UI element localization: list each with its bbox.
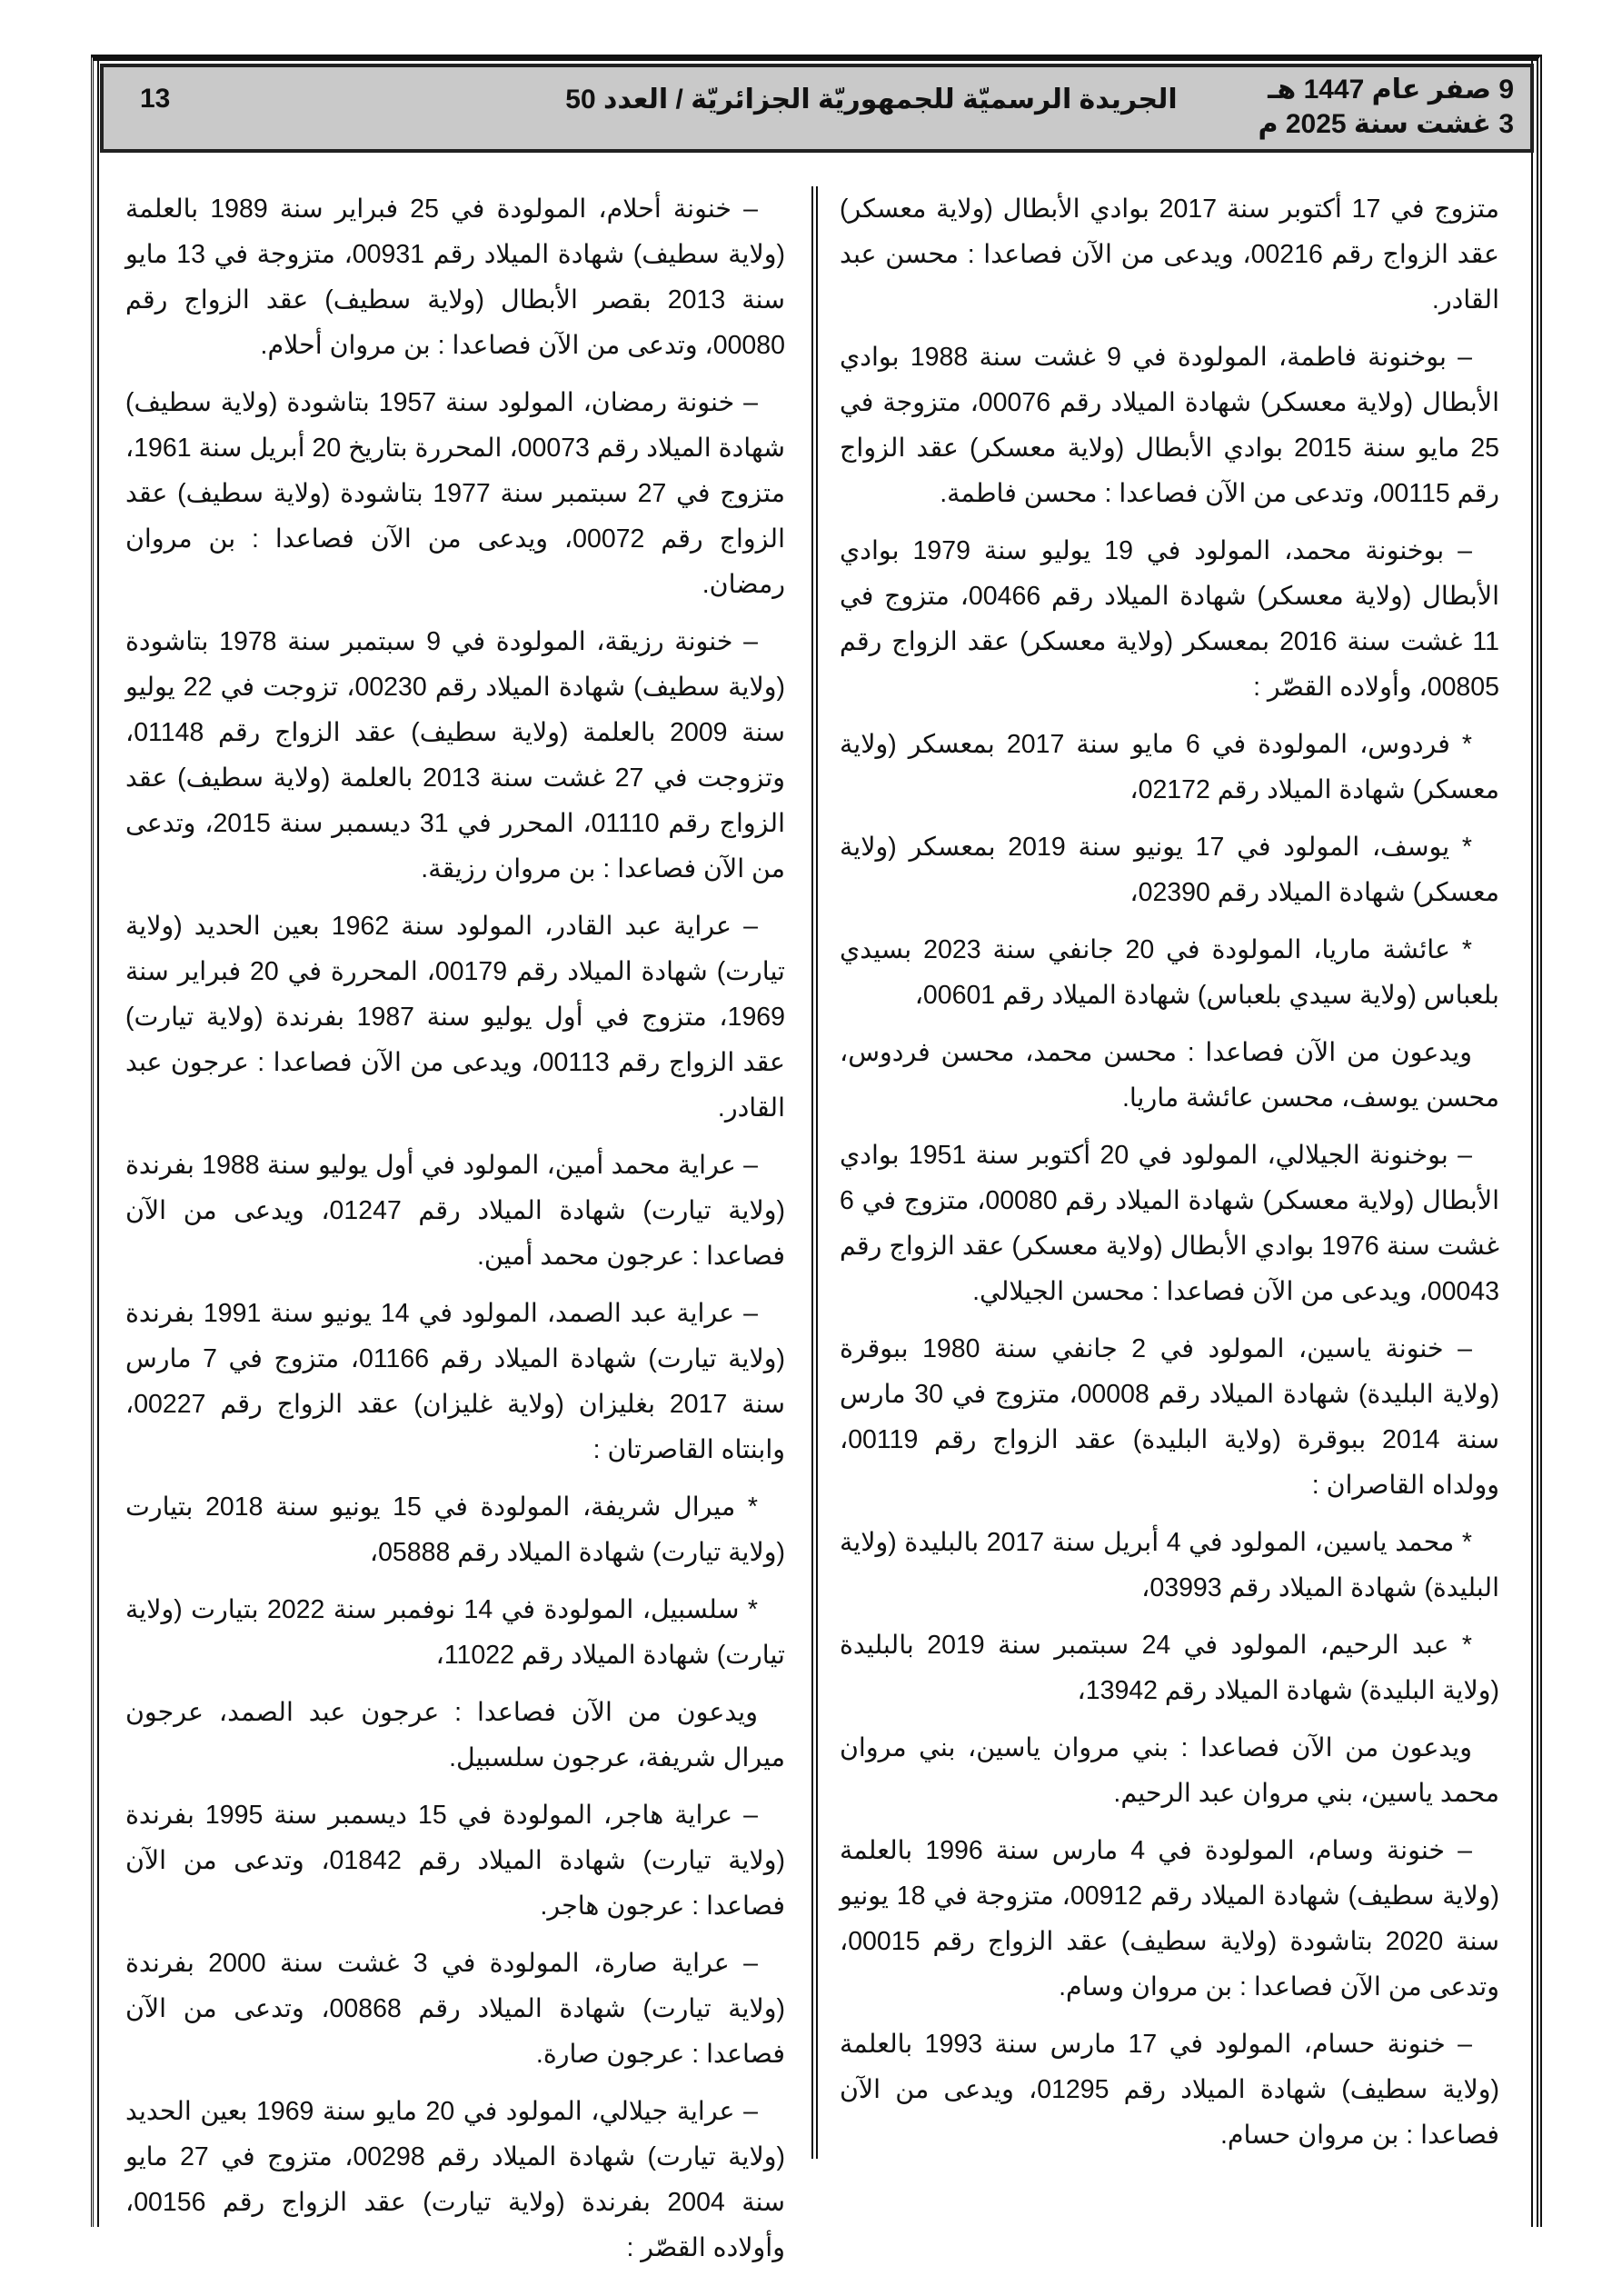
page-header — [100, 64, 1534, 153]
column-divider — [811, 186, 818, 2159]
paragraph: – عراية جيلالي، المولود في 20 مايو سنة 1969 بعين الحديد (ولاية تيارت) شهادة الميلاد رقم 00298، متزوج في 27 مايو سنة 2004 بفرندة (ولاية تيارت) عقد الزواج رقم 00156، وأولاده القصّر : — [125, 2097, 785, 2262]
paragraph: * عائشة ماريا، المولودة في 20 جانفي سنة 2023 بسيدي بلعباس (ولاية سيدي بلعباس) شهادة الميلاد رقم 00601، — [840, 935, 1499, 1010]
gregorian-date: 3 غشت سنة 2025 م — [1258, 109, 1514, 139]
paragraph: – خنونة أحلام، المولودة في 25 فبراير سنة 1989 بالعلمة (ولاية سطيف) شهادة الميلاد رقم 00931، متزوجة في 13 مايو سنة 2013 بقصر الأبطال (ولاية سطيف) عقد الزواج رقم 00080، وتدعى من الآن فصاعدا : بن مروان أحلام. — [125, 195, 785, 360]
paragraph: * عبد الرحيم، المولود في 24 سبتمبر سنة 2019 بالبليدة (ولاية البليدة) شهادة الميلاد رقم 13942، — [840, 1631, 1499, 1705]
paragraph: متزوج في 17 أكتوبر سنة 2017 بوادي الأبطال (ولاية معسكر) عقد الزواج رقم 00216، ويدعى من الآن فصاعدا : محسن عبد القادر. — [840, 195, 1500, 314]
paragraph: * فردوس، المولودة في 6 مايو سنة 2017 بمعسكر (ولاية معسكر) شهادة الميلاد رقم 02172، — [840, 730, 1499, 804]
right-column — [840, 186, 1499, 2170]
page-number: 13 — [140, 84, 171, 114]
paragraph: * محمد ياسين، المولود في 4 أبريل سنة 2017 بالبليدة (ولاية البليدة) شهادة الميلاد رقم 03993، — [840, 1528, 1499, 1602]
paragraph: – بوخنونة محمد، المولود في 19 يوليو سنة 1979 بوادي الأبطال (ولاية معسكر) شهادة الميلاد رقم 00466، متزوج في 11 غشت سنة 2016 بمعسكر (ولاية معسكر) عقد الزواج رقم 00805، وأولاده القصّر : — [840, 536, 1500, 702]
hijri-date: 9 صفر عام 1447 هـ — [1268, 75, 1514, 105]
paragraph: ويدعون من الآن فصاعدا : بني مروان ياسين، بني مروان محمد ياسين، بني مروان عبد الرحيم. — [840, 1733, 1499, 1808]
paragraph: – خنونة حسام، المولود في 17 مارس سنة 1993 بالعلمة (ولاية سطيف) شهادة الميلاد رقم 01295، ويدعى من الآن فصاعدا : بن مروان حسام. — [840, 2030, 1499, 2150]
left-column — [125, 186, 785, 2282]
paragraph: – بوخنونة فاطمة، المولودة في 9 غشت سنة 1988 بوادي الأبطال (ولاية معسكر) شهادة الميلاد رقم 00076، متزوجة في 25 مايو سنة 2015 بوادي الأبطال (ولاية معسكر) عقد الزواج رقم 00115، وتدعى من الآن فصاعدا : محسن فاطمة. — [840, 343, 1500, 508]
paragraph: – خنونة وسام، المولودة في 4 مارس سنة 1996 بالعلمة (ولاية سطيف) شهادة الميلاد رقم 00912، متزوجة في 18 يونيو سنة 2020 بتاشودة (ولاية سطيف) عقد الزواج رقم 00015، وتدعى من الآن فصاعدا : بن مروان وسام. — [840, 1836, 1499, 2002]
gazette-title: الجريدة الرسميّة للجمهوريّة الجزائريّة / العدد 50 — [565, 85, 1178, 115]
paragraph: – عراية عبد الصمد، المولود في 14 يونيو سنة 1991 بفرندة (ولاية تيارت) شهادة الميلاد رقم 01166، متزوج في 7 مارس سنة 2017 بغليزان (ولاية غليزان) عقد الزواج رقم 00227، وابنتاه القاصرتان : — [125, 1299, 786, 1464]
paragraph: – عراية صارة، المولودة في 3 غشت سنة 2000 بفرندة (ولاية تيارت) شهادة الميلاد رقم 00868، وتدعى من الآن فصاعدا : عرجون صارة. — [125, 1949, 785, 2069]
paragraph: * يوسف، المولود في 17 يونيو سنة 2019 بمعسكر (ولاية معسكر) شهادة الميلاد رقم 02390، — [840, 833, 1499, 907]
paragraph: – خنونة رمضان، المولود سنة 1957 بتاشودة (ولاية سطيف) شهادة الميلاد رقم 00073، المحررة بتاريخ 20 أبريل سنة 1961، متزوج في 27 سبتمبر سنة 1977 بتاشودة (ولاية سطيف) عقد الزواج رقم 00072، ويدعى من الآن فصاعدا : بن مروان رمضان. — [125, 388, 785, 599]
paragraph: – عراية هاجر، المولودة في 15 ديسمبر سنة 1995 بفرندة (ولاية تيارت) شهادة الميلاد رقم 01842، وتدعى من الآن فصاعدا : عرجون هاجر. — [125, 1801, 785, 1921]
paragraph: – عراية محمد أمين، المولود في أول يوليو سنة 1988 بفرندة (ولاية تيارت) شهادة الميلاد رقم 01247، ويدعى من الآن فصاعدا : عرجون محمد أمين. — [125, 1151, 785, 1271]
paragraph: * ميرال شريفة، المولودة في 15 يونيو سنة 2018 بتيارت (ولاية تيارت) شهادة الميلاد رقم 05888، — [125, 1492, 785, 1567]
paragraph: – عراية عبد القادر، المولود سنة 1962 بعين الحديد (ولاية تيارت) شهادة الميلاد رقم 00179، المحررة في 20 فبراير سنة 1969، متزوج في أول يوليو سنة 1987 بفرندة (ولاية تيارت) عقد الزواج رقم 00113، ويدعى من الآن فصاعدا : عرجون عبد القادر. — [125, 912, 785, 1123]
paragraph: – خنونة رزيقة، المولودة في 9 سبتمبر سنة 1978 بتاشودة (ولاية سطيف) شهادة الميلاد رقم 00230، تزوجت في 22 يوليو سنة 2009 بالعلمة (ولاية سطيف) عقد الزواج رقم 01148، وتزوجت في 27 غشت سنة 2013 بالعلمة (ولاية سطيف) عقد الزواج رقم 01110، المحرر في 31 ديسمبر سنة 2015، وتدعى من الآن فصاعدا : بن مروان رزيقة. — [125, 627, 785, 883]
paragraph: * سلسبيل، المولودة في 14 نوفمبر سنة 2022 بتيارت (ولاية تيارت) شهادة الميلاد رقم 11022، — [125, 1595, 785, 1670]
paragraph: ويدعون من الآن فصاعدا : محسن محمد، محسن فردوس، محسن يوسف، محسن عائشة ماريا. — [840, 1038, 1499, 1113]
paragraph: – خنونة ياسين، المولود في 2 جانفي سنة 1980 ببوقرة (ولاية البليدة) شهادة الميلاد رقم 00008، متزوج في 30 مارس سنة 2014 ببوقرة (ولاية البليدة) عقد الزواج رقم 00119، وولداه القاصران : — [840, 1334, 1499, 1500]
paragraph: ويدعون من الآن فصاعدا : عرجون عبد الصمد، عرجون ميرال شريفة، عرجون سلسبيل. — [125, 1698, 785, 1772]
paragraph: – بوخنونة الجيلالي، المولود في 20 أكتوبر سنة 1951 بوادي الأبطال (ولاية معسكر) شهادة الميلاد رقم 00080، متزوج في 6 غشت سنة 1976 بوادي الأبطال (ولاية معسكر) عقد الزواج رقم 00043، ويدعى من الآن فصاعدا : محسن الجيلالي. — [840, 1141, 1499, 1306]
